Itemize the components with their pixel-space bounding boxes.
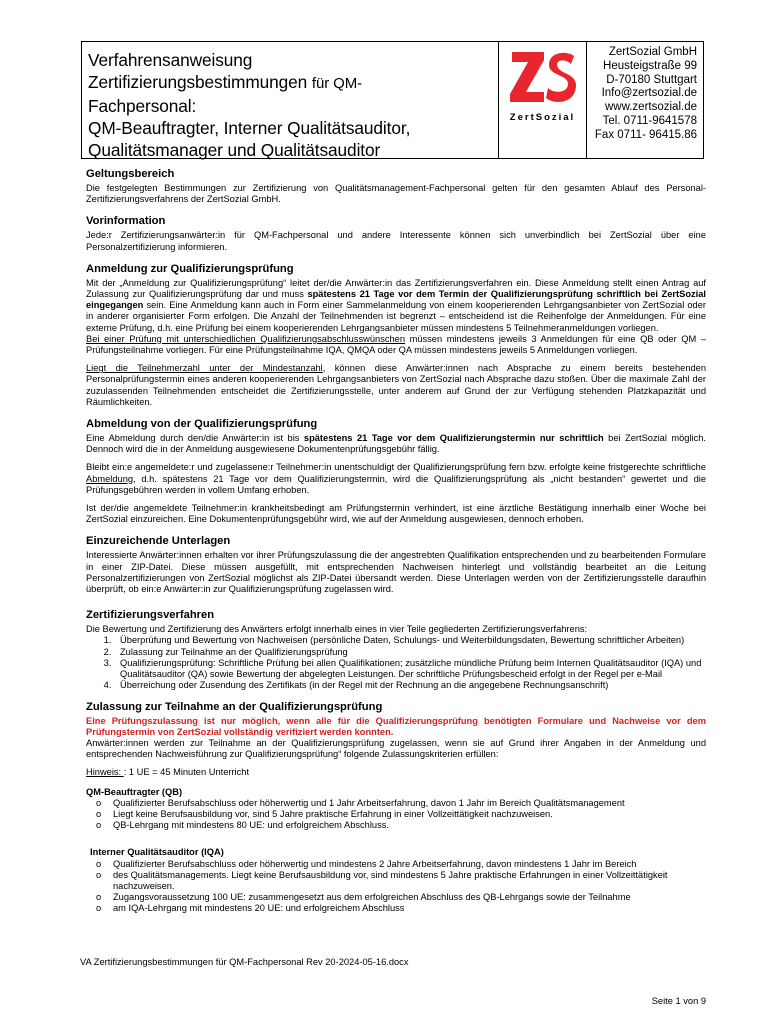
paragraph-abmeldung-1: Eine Abmeldung durch den/die Anwärter:in ist bis spätestens 21 Tage vor dem Qualifizierungstermin nur schriftlich bei ZertSozial möglich. Dennoch wird die in der Anmeldung ausgewiesene Dokumentenprüfungsgebühr fällig. bbox=[86, 433, 707, 455]
heading-geltungsbereich: Geltungsbereich bbox=[86, 168, 175, 180]
address-email[interactable]: Info@zertsozial.de bbox=[601, 87, 697, 100]
heading-iqa: Interner Qualitätsauditor (IQA) bbox=[90, 847, 224, 858]
paragraph-anmeldung-2: Bei einer Prüfung mit unterschiedlichen Qualifizierungsabschlusswünschen müssen mindestens jeweils 3 Anmeldungen für eine QB oder QM – Prüfungsteilnahme vorliegen. Für eine Prüfungsteilnahme IQA, QMQA oder QA müssen mindestens jeweils 5 Anmeldungen vorliegen. bbox=[86, 333, 707, 356]
address-city: D-70180 Stuttgart bbox=[606, 73, 697, 86]
heading-unterlagen: Einzureichende Unterlagen bbox=[86, 535, 231, 548]
list-item: o QB-Lehrgang mit mindestens 80 UE: und erfolgreichem Abschluss. bbox=[96, 820, 706, 831]
list-item: o Qualifizierter Berufsabschluss oder höherwertig und mindestens 2 Jahre Arbeitserfahrung, davon mindestens 1 Jahr im Bereich bbox=[96, 859, 706, 870]
paragraph-vorinformation: Jede:r Zertifizierungsanwärter:in für QM-Fachpersonal und andere Interessente können sich unverbindlich bei ZertSozial über eine Personalzertifizierung informieren. bbox=[86, 230, 706, 252]
logo bbox=[499, 42, 587, 158]
footer-page-number: Seite 1 von 9 bbox=[651, 996, 706, 1006]
zertsozial-logo-icon bbox=[508, 48, 578, 110]
list-item: 2. Zulassung zur Teilnahme an der Qualifizierungsprüfung bbox=[114, 647, 706, 658]
title-line-1: Verfahrensanweisung bbox=[88, 50, 253, 70]
heading-abmeldung: Abmeldung von der Qualifizierungsprüfung bbox=[86, 418, 318, 431]
list-item: o des Qualitätsmanagements. Liegt keine Berufsausbildung vor, sind mindestens 5 Jahre praktische Erfahrungen in einer Vollzeittätigkeit nachzuweisen. bbox=[96, 870, 706, 892]
title-line-4: QM-Beauftragter, Interner Qualitätsauditor, bbox=[88, 118, 411, 138]
paragraph-anmeldung-3: Liegt die Teilnehmerzahl unter der Mindestanzahl, können diese Anwärter:innen nach Absprache zu einem bereits bestehenden Personalprüfungstermin eines anderen kooperierenden Lehrgangsanbieters von ZertSozial nach Absprache dazu stoßen. Über die maximale Zahl der zuzulassenden Teilnehmenden entscheidet die Zertifizierungsstelle, unter anderem auf Grund der zur Verfügung stehenden Platzkapazität und Räumlichkeiten. bbox=[86, 363, 707, 407]
verfahren-list bbox=[114, 635, 706, 691]
qb-list bbox=[96, 798, 706, 832]
title-line-2b: für QM- bbox=[311, 75, 363, 92]
heading-qb: QM-Beauftragter (QB) bbox=[86, 786, 183, 797]
paragraph-zulassung-warning: Eine Prüfungszulassung ist nur möglich, wenn alle für die Qualifizierungsprüfung benötigten Formulare und Nachweise vor dem Prüfungstermin von ZertSozial vollständig verifiziert werden konnten. bbox=[86, 715, 706, 737]
address-street: Heusteigstraße 99 bbox=[603, 59, 697, 72]
paragraph-verfahren-intro: Die Bewertung und Zertifizierung des Anwärters erfolgt innerhalb eines in vier Teile gegliederten Zertifizierungsverfahrens: bbox=[86, 624, 588, 635]
heading-zulassung: Zulassung zur Teilnahme an der Qualifizierungsprüfung bbox=[86, 700, 383, 713]
paragraph-unterlagen: Interessierte Anwärter:innen erhalten vor ihrer Prüfungszulassung die der angestrebten Qualifikation entsprechenden und zu bearbeitenden Formulare in einer ZIP-Datei. Diese müssen ausgefüllt, mit entsprechenden Nachweisen hinterlegt und vollständig bearbeitet an die Leitung Personalzertifizierungen von ZertSozial möglichst als ZIP-Datei übersandt werden. Diese Unterlagen werden von der Zertifizierungsstelle daraufhin überprüft, ob ein:e Anwärter:in zur Qualifizierungsprüfung zugelassen wird. bbox=[86, 550, 706, 595]
list-item: o am IQA-Lehrgang mit mindestens 20 UE: und erfolgreichem Abschluss bbox=[96, 903, 706, 914]
paragraph-abmeldung-3: Ist der/die angemeldete Teilnehmer:in krankheitsbedingt am Prüfungstermin verhindert, ist eine ärztliche Bestätigung innerhalb einer Woche bei ZertSozial einzureichen. Eine Dokumentenprüfungsgebühr wird, wie auf der Anmeldung ausgewiesen, dennoch erhoben. bbox=[86, 503, 706, 525]
list-item: 4. Überreichung oder Zusendung des Zertifikats (in der Regel mit der Rechnung an die angegebene Rechnungsanschrift) bbox=[114, 680, 706, 691]
heading-vorinformation: Vorinformation bbox=[86, 215, 166, 228]
footer-document-name: VA Zertifizierungsbestimmungen für QM-Fachpersonal Rev 20-2024-05-16.docx bbox=[80, 957, 409, 967]
list-item: o Qualifizierter Berufsabschluss oder höherwertig und 1 Jahr Arbeitserfahrung, davon 1 Jahr im Bereich Qualitätsmanagement bbox=[96, 798, 706, 809]
paragraph-geltungsbereich: Die festgelegten Bestimmungen zur Zertifizierung von Qualitätsmanagement-Fachpersonal gelten für den gesamten Ablauf des Personal-Zertifizierungsverfahrens der ZertSozial GmbH. bbox=[86, 183, 706, 205]
list-item: 1. Überprüfung und Bewertung von Nachweisen (persönliche Daten, Schulungs- und Weiterbildungsdaten, Bewertung schriftlicher Arbeiten) bbox=[114, 635, 706, 646]
title-line-3: Fachpersonal: bbox=[88, 96, 197, 116]
address-fax: Fax 0711- 96415.86 bbox=[594, 128, 697, 141]
paragraph-anmeldung-1: Mit der „Anmeldung zur Qualifizierungsprüfung“ leitet der/die Anwärter:in das Zertifizierungsverfahren ein. Diese Anmeldung stellt einen Antrag auf Zulassung zur Qualifizierungsprüfung dar und muss spätestens 21 Tage vor dem Termin der Qualifizierungsprüfung schriftlich bei ZertSozial eingegangen sein. Eine Anmeldung kann auch in Form einer Sammelanmeldung von einem kooperierenden Lehrgangsanbieter von ZertSozial oder in anderer organisierter Form erfolgen. Die Anzahl der Teilnehmenden ist begrenzt – entscheidend ist die Reihenfolge der Anmeldungen. Für eine externe Prüfung, d.h. eine Prüfung bei einem kooperierenden Lehrgangsanbieter müssen mindestens 5 Teilnehmeranmeldungen vorliegen. bbox=[86, 277, 706, 333]
title-line-2: Zertifizierungsbestimmungen bbox=[88, 72, 308, 92]
paragraph-zulassung: Anwärter:innen werden zur Teilnahme an der Qualifizierungsprüfung zugelassen, wenn sie auf Grund ihrer Angaben in der Anmeldung und entsprechenden Nachweisführung zur Qualifizierungsprüfung“ folgende Zulassungskriterien erfüllen: bbox=[86, 737, 706, 760]
address-company: ZertSozial GmbH bbox=[608, 46, 697, 58]
paragraph-abmeldung-2: Bleibt ein:e angemeldete:r und zugelassene:r Teilnehmer:in unentschuldigt der Qualifizierungsprüfung fern bzw. erfolgte keine fristgerechte schriftliche Abmeldung, d.h. spätestens 21 Tage vor dem Qualifizierungstermin, wird die Qualifizierungsprüfung als „nicht bestanden“ gewertet und die Prüfungsgebühren werden in vollem Umfang erhoben. bbox=[86, 462, 706, 495]
list-item: 3. Qualifizierungsprüfung: Schriftliche Prüfung bei allen Qualifikationen; zusätzliche mündliche Prüfung beim Internen Qualitätsauditor (IQA) und Qualitätsauditor (QA) sowie Bewertung der abgelegten Leistungen. Der schriftliche Prüfungsbescheid erfolgt in der Regel per e-Mail bbox=[114, 658, 706, 680]
title-line-5: Qualitätsmanager und Qualitätsauditor bbox=[88, 140, 381, 160]
document-header bbox=[81, 41, 704, 159]
address-phone: Tel. 0711-9641578 bbox=[602, 114, 697, 127]
hint-line: Hinweis: : 1 UE = 45 Minuten Unterricht bbox=[86, 767, 250, 778]
list-item: o Liegt keine Berufsausbildung vor, sind 5 Jahre praktische Erfahrung in einer Vollzeittätigkeit nachzuweisen. bbox=[96, 809, 706, 820]
document-title bbox=[82, 42, 499, 158]
iqa-list bbox=[96, 859, 706, 915]
logo-text: ZertSozial bbox=[509, 112, 576, 123]
list-item: o Zugangsvoraussetzung 100 UE: zusammengesetzt aus dem erfolgreichen Abschluss des QB-Lehrgangs sowie der Teilnahme bbox=[96, 892, 706, 903]
heading-anmeldung: Anmeldung zur Qualifizierungsprüfung bbox=[86, 262, 294, 275]
address-block bbox=[587, 42, 703, 158]
document-body bbox=[86, 168, 706, 915]
heading-verfahren: Zertifizierungsverfahren bbox=[86, 609, 215, 622]
address-web[interactable]: www.zertsozial.de bbox=[604, 101, 697, 114]
